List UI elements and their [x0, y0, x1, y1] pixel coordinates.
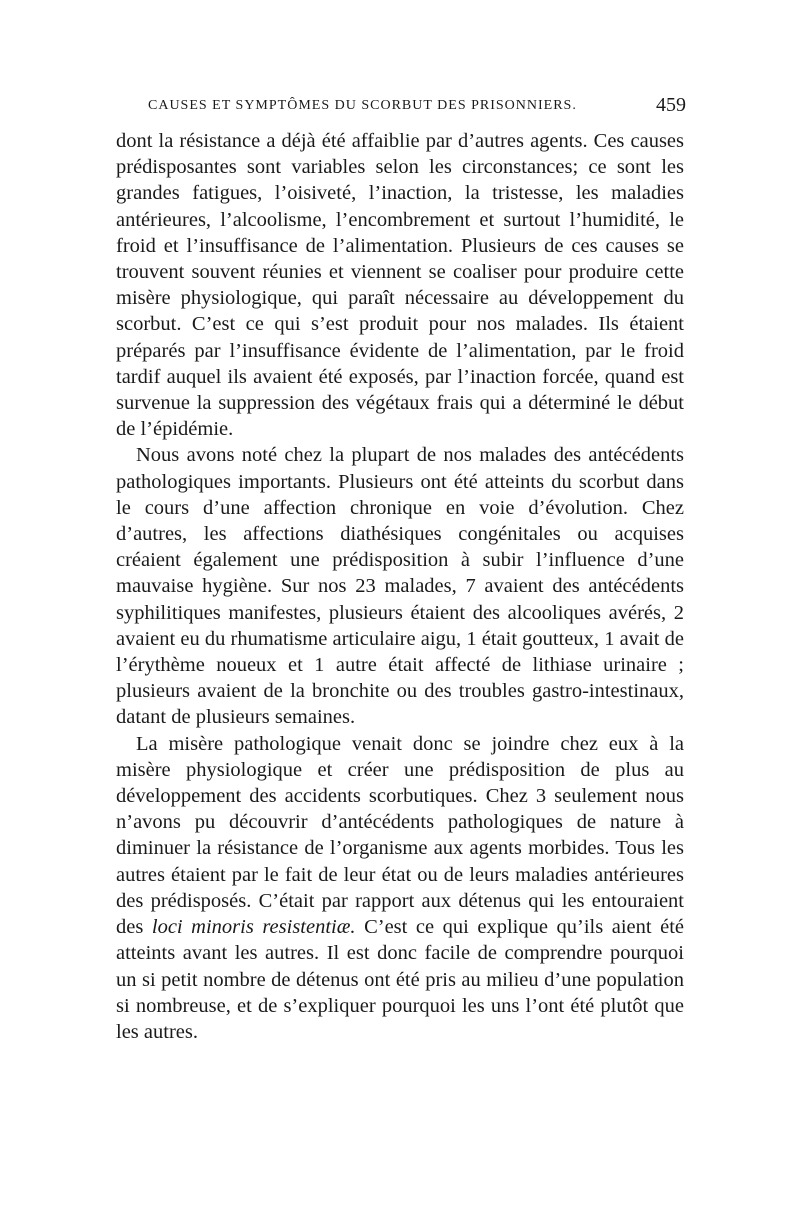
running-header: [148, 94, 686, 124]
paragraph-3-text-after: C’est ce qui explique qu’ils aient été atteints avant les autres. Il est donc facile de comprendre pourquoi un si petit nombre de détenus ont été pris au milieu d’une population si nombreuse, et de s’expliquer pourquoi les uns l’ont été plutôt que les autres.: [116, 916, 685, 1043]
running-title: CAUSES ET SYMPTÔMES DU SCORBUT DES PRISONNIERS.: [148, 98, 577, 113]
paragraph-2: Nous avons noté chez la plupart de nos malades des antécédents pathologiques importants. Plusieurs ont été atteints du scorbut dans le cours d’une affection chronique en voie d’évolution. Chez d’autres, les affections diathésiques congénitales ou acquises créaient également une prédisposition à subir l’influence d’une mauvaise hygiène. Sur nos 23 malades, 7 avaient des antécédents syphilitiques manifestes, plusieurs étaient des alcooliques avérés, 2 avaient eu du rhumatisme articulaire aigu, 1 était goutteux, 1 avait de l’érythème noueux et 1 autre était affecté de lithiase urinaire ; plusieurs avaient de la bronchite ou des troubles gastro-intestinaux, datant de plusieurs semaines.: [116, 444, 684, 729]
paragraph-1: dont la résistance a déjà été affaiblie par d’autres agents. Ces causes prédisposantes sont variables selon les circonstances; ce sont les grandes fatigues, l’oisiveté, l’inaction, la tristesse, les maladies antérieures, l’alcoolisme, l’encombrement et surtout l’humidité, le froid et l’insuffisance de l’alimentation. Plusieurs de ces causes se trouvent souvent réunies et viennent se coaliser pour produire cette misère physiologique, qui paraît nécessaire au développement du scorbut. C’est ce qui s’est produit pour nos malades. Ils étaient préparés par l’insuffisance évidente de l’alimentation, par le froid tardif auquel ils avaient été exposés, par l’inaction forcée, quand est survenue la suppression des végétaux frais qui a déterminé le début de l’épidémie.: [116, 130, 684, 441]
latin-phrase: loci minoris resistentiæ.: [151, 916, 356, 939]
body-text: [116, 128, 684, 1045]
page-number: 459: [656, 94, 686, 116]
paragraph-3-text-before: La misère pathologique venait donc se joindre chez eux à la misère physiologique et créer une prédisposition de plus au développement des accidents scorbutiques. Chez 3 seulement nous n’avons pu découvrir d’antécédents pathologiques de nature à diminuer la résistance de l’organisme aux agents morbides. Tous les autres étaient par le fait de leur état ou de leurs maladies antérieures des prédisposés. C’était par rapport aux détenus qui les entouraient des: [116, 732, 684, 939]
paragraph-3: [116, 731, 684, 1045]
